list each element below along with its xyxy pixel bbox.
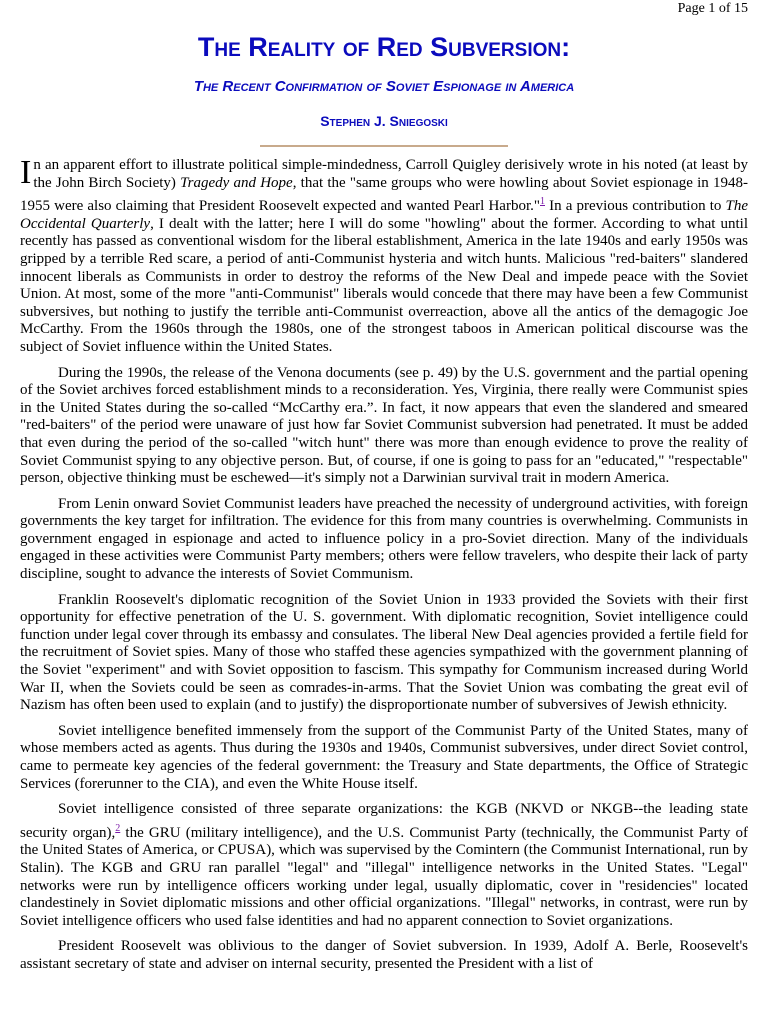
title-divider [260, 145, 508, 147]
article-author: Stephen J. Sniegoski [320, 113, 448, 129]
article-subtitle: The Recent Confirmation of Soviet Espionage in America [193, 78, 575, 95]
paragraph-4: Franklin Roosevelt's diplomatic recognition of the Soviet Union in 1933 provided the Soviets with their first opportunity for effective penetration of the U. S. government. With diplomatic recognition, Soviet intelligence could function under legal cover through its embassy and consulates. The liberal New Deal agencies provided a fertile field for the recruitment of Soviet spies. Many of those who staffed these agencies sympathized with the government planning of the Soviet "experiment" and with Soviet opposition to fascism. This sympathy for Communism increased during World War II, when the Soviets could be seen as comrades-in-arms. That the Soviet Union was combating the great evil of Nazism has often been used to explain (and to justify) the disproportionate number of subversives of Jewish ethnicity. [20, 591, 748, 714]
paragraph-1: In an apparent effort to illustrate political simple-mindedness, Carroll Quigley derisively wrote in his noted (at least by the John Birch Society) Tragedy and Hope, that the "same groups who were howling about Soviet espionage in 1948-1955 were also claiming that President Roosevelt expected and wanted Pearl Harbor."$^1$ In a previous contribution to The Occidental Quarterly, I dealt with the latter; here I will do some "howling" about the former. According to what until recently has passed as conventional wisdom for the liberal establishment, America in the late 1940s and early 1950s was gripped by a terrible Red scare, a period of anti-Communist hysteria and witch hunts. Malicious "red-baiters" slandered innocent liberals as Communists in order to destroy the reforms of the New Deal and impede peace with the Soviet Union. At most, some of the more "anti-Communist" liberals would concede that there may have been a few Communist subversives, but nothing to justify the terrible anti-Communist overreaction, above all the antics of the demagogic Joe McCarthy. From the 1960s through the 1980s, one of the strongest taboos in American political discourse was the subject of Soviet influence within the United States. [20, 154, 748, 355]
paragraph-2: During the 1990s, the release of the Venona documents (see p. 49) by the U.S. government and the partial opening of the Soviet archives forced establishment minds to a reconsideration. Yes, Virginia, there really were Communist spies in the United States during the so-called “McCarthy era.”. In fact, it now appears that even the slandered and smeared "red-baiters" of the period were unaware of just how far Soviet Communist subversion had penetrated. It must be added that even during the period of the so-called "witch hunt" there was more than enough evidence to prove the reality of Soviet Communist spying to any objective person. But, of course, if one is going to pass for an "educated," "respectable" person, objective thinking must be eschewed—it's simply not a Darwinian survival trait in modern America. [20, 364, 748, 487]
paragraph-5: Soviet intelligence benefited immensely from the support of the Communist Party of the United States, many of whose members acted as agents. Thus during the 1930s and 1940s, Communist subversives, under direct Soviet control, came to permeate key agencies of the federal government: the Treasury and State departments, the Office of Strategic Services (forerunner to the CIA), and even the White House itself. [20, 722, 748, 792]
journal-title-occidental-quarterly: The Occidental Quarterly [20, 198, 748, 232]
book-title-tragedy-and-hope: Tragedy and Hope [180, 174, 293, 191]
footnote-link-1[interactable]: 1 [539, 196, 545, 208]
paragraph-7: President Roosevelt was oblivious to the danger of Soviet subversion. In 1939, Adolf A. Berle, Roosevelt's assistant secretary of state and adviser on internal security, presented the President with a list of [20, 938, 748, 972]
drop-cap: I [20, 154, 32, 191]
paragraph-6: Soviet intelligence consisted of three separate organizations: the KGB (NKVD or NKGB--the leading state security organ),$^2$ the GRU (military intelligence), and the U.S. Communist Party (technically, the Communist Party of the United States of America, or CPUSA), which was supervised by the Comintern (the Communist International, run by Stalin). The KGB and GRU ran parallel "legal" and "illegal" intelligence networks in the United States. "Legal" networks were run by intelligence officers working under legal, usually diplomatic, cover in "residencies" located clandestinely in Soviet diplomatic missions and other official organizations. "Illegal" networks, in contrast, were run by Soviet intelligence officers who used false identities and had no apparent connection to Soviet organizations. [20, 801, 748, 929]
paragraph-3: From Lenin onward Soviet Communist leaders have preached the necessity of underground activities, with foreign governments the key target for infiltration. The evidence for this from many countries is overwhelming. Communists in government engaged in espionage and acted to influence policy in a pro-Soviet direction. Many of the individuals engaged in these activities were Communist Party members; others were fellow travelers, who despite their lack of party discipline, sought to advance the interests of Soviet Communism. [20, 495, 748, 583]
footnote-link-2[interactable]: 2 [115, 822, 121, 834]
article-body [20, 154, 748, 982]
page-indicator: Page 1 of 15 [677, 1, 748, 16]
article-title: The Reality of Red Subversion: [197, 32, 571, 62]
